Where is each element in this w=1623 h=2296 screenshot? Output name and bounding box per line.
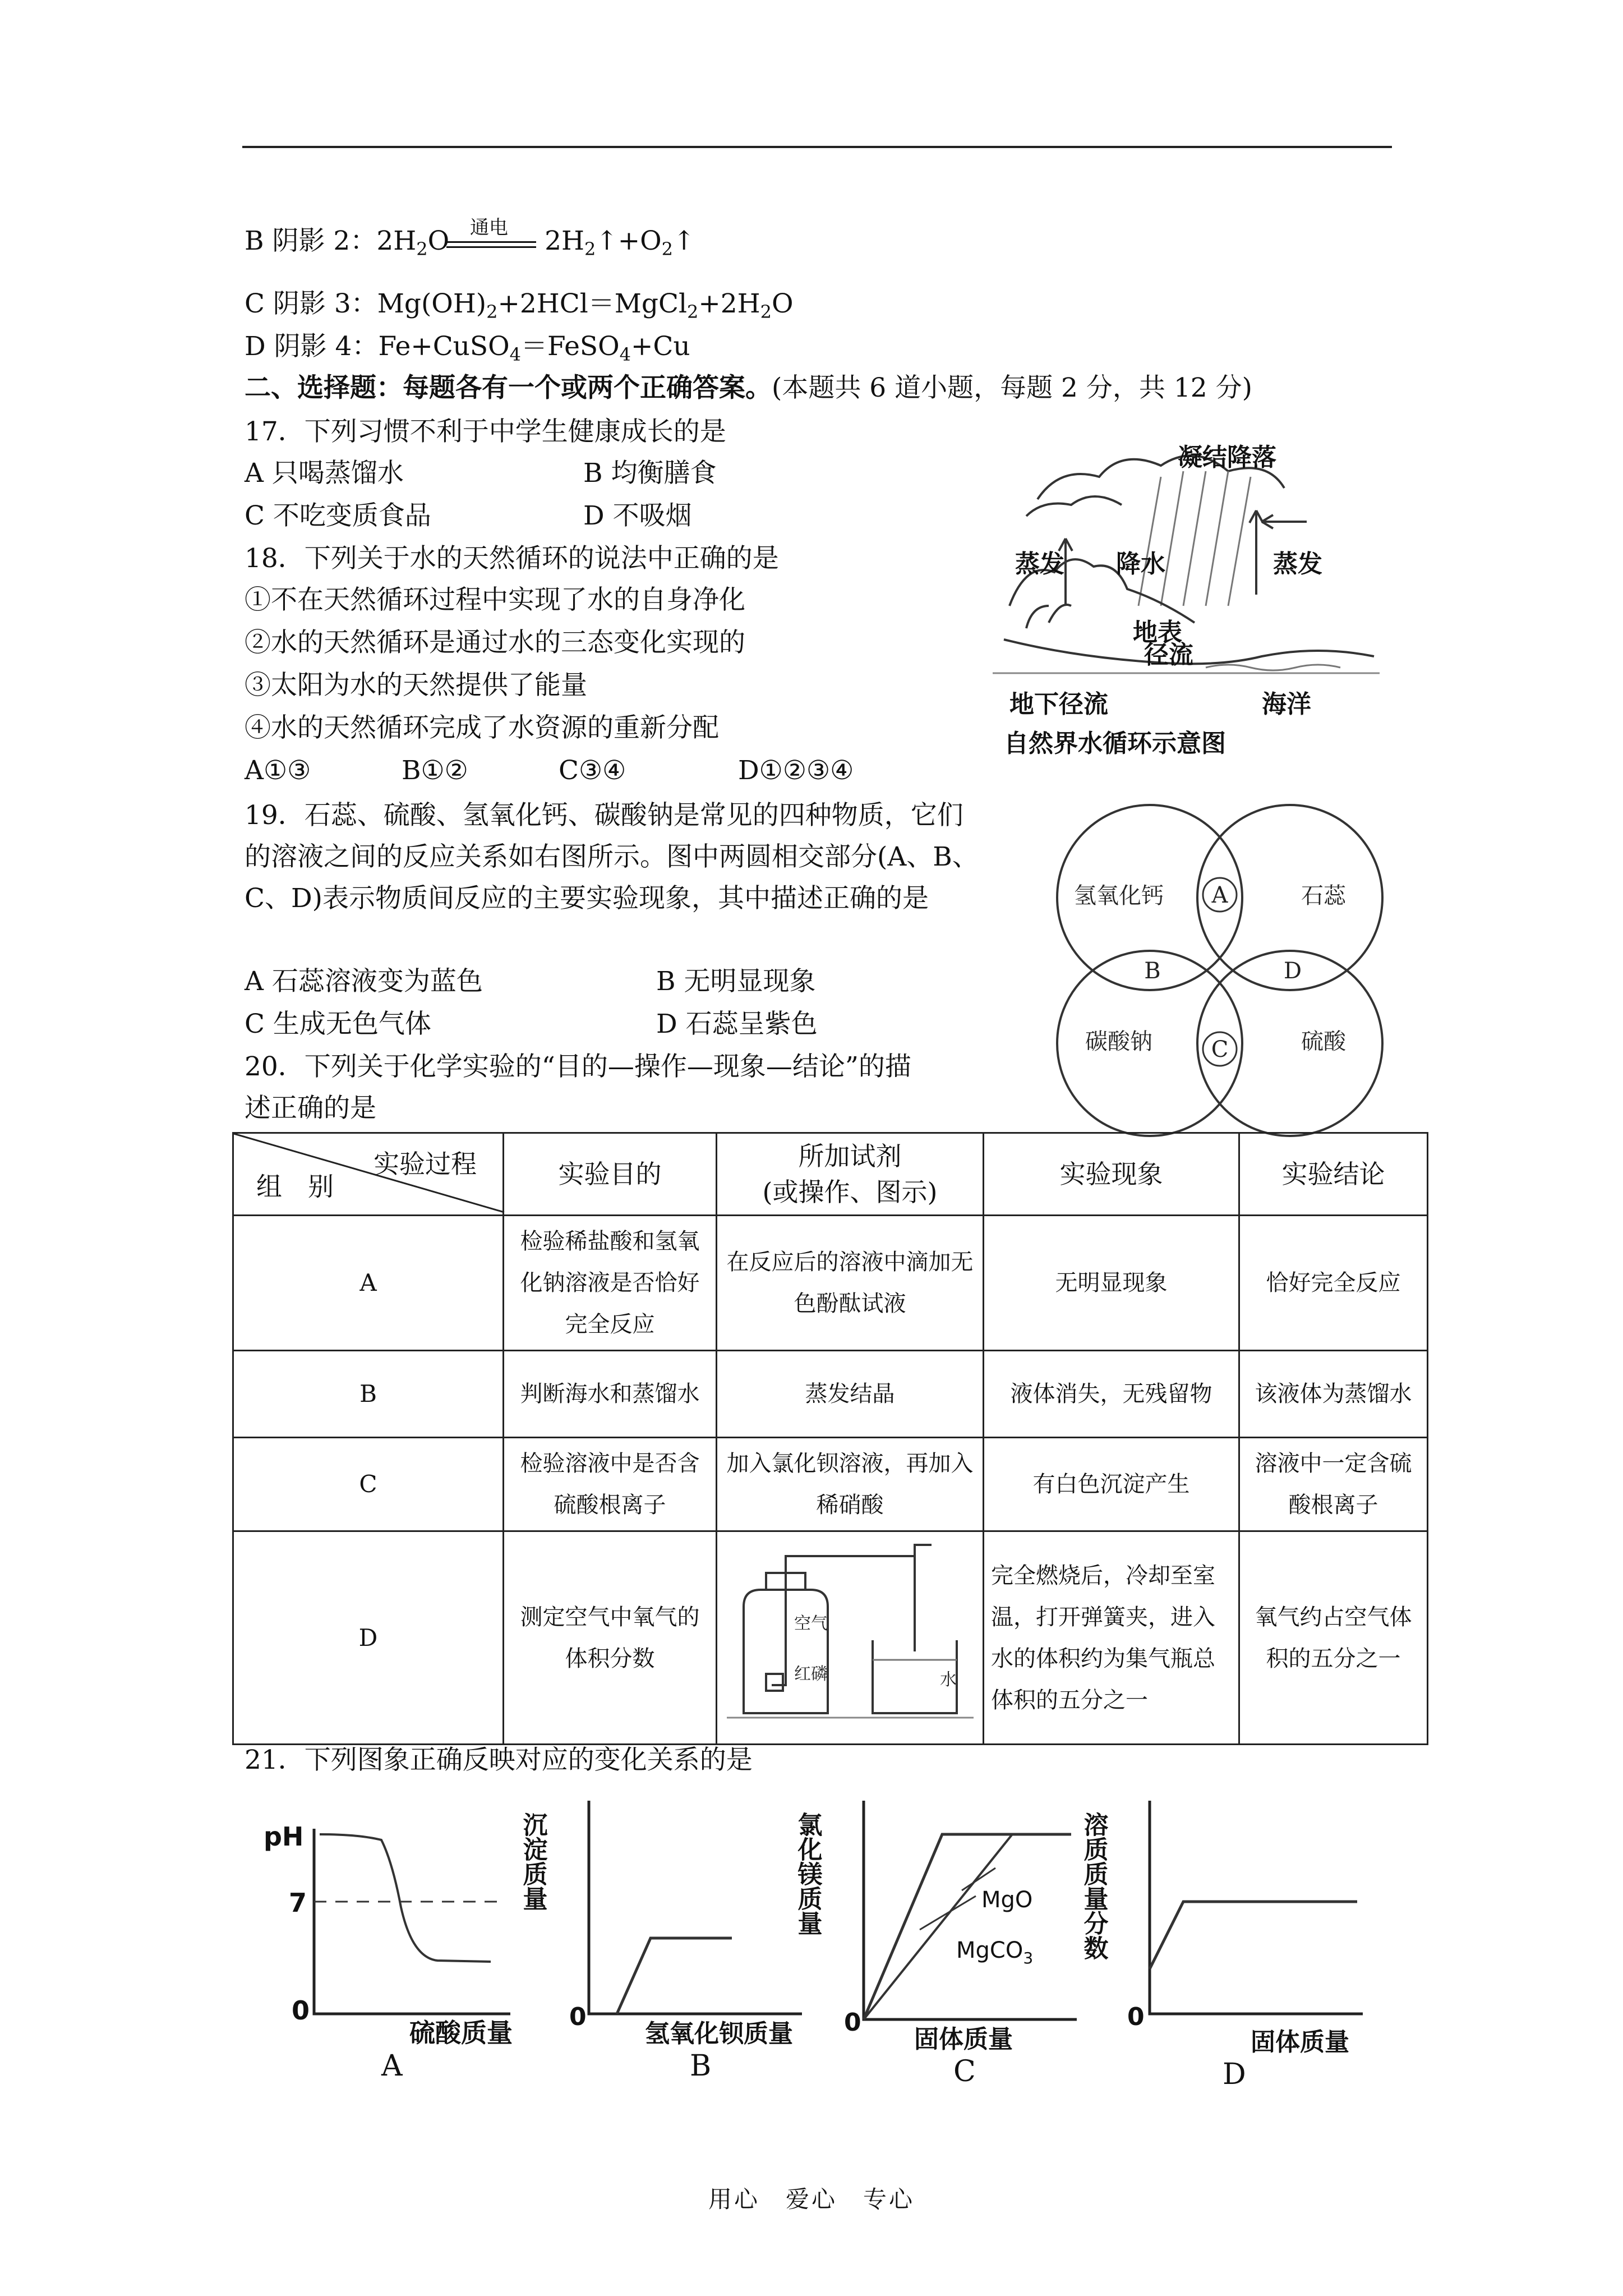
graph-d-letter: D [1223, 2058, 1246, 2091]
graph-c-xlabel: 固体质量 [914, 2025, 1013, 2054]
graph-c-series-mgco3-sub: 3 [1023, 1949, 1034, 1967]
q19-option-a: A 石蕊溶液变为蓝色 [245, 966, 483, 997]
q19-option-d: D 石蕊呈紫色 [656, 1009, 818, 1039]
q17-stem: 17．下列习惯不利于中学生健康成长的是 [245, 416, 726, 447]
graph-a [241, 1795, 533, 2087]
row-conclusion: 氧气约占空气体积的五分之一 [1239, 1531, 1428, 1745]
graph-c-letter: C [953, 2055, 976, 2088]
q19-stem-line1: 19．石蕊、硫酸、氢氧化钙、碳酸钠是常见的四种物质，它们 [245, 800, 963, 831]
graph-b-letter: B [690, 2049, 712, 2083]
graph-c [793, 1778, 1116, 2092]
graph-b-origin: 0 [569, 2003, 587, 2031]
label-surface: 地表 [1133, 618, 1182, 647]
table-header-row [233, 1133, 1428, 1216]
row-phenomenon: 有白色沉淀产生 [984, 1438, 1239, 1531]
label-evap-right: 蒸发 [1273, 550, 1322, 578]
row-conclusion: 溶液中一定含硫酸根离子 [1239, 1438, 1428, 1531]
section-heading: 二、选择题：每题各有一个或两个正确答案。(本题共 6 道小题，每题 2 分，共 12 分) [245, 372, 1252, 403]
row-reagent: 在反应后的溶液中滴加无色酚酞试液 [717, 1216, 984, 1351]
q18-statement-2: ②水的天然循环是通过水的三态变化实现的 [245, 627, 745, 658]
label-ocean: 海洋 [1262, 690, 1311, 719]
graph-d-origin: 0 [1127, 2003, 1145, 2031]
q19-stem-line3: C、D)表示物质间反应的主要实验现象，其中描述正确的是 [245, 883, 929, 914]
table-row [233, 1438, 1428, 1531]
header-conclusion: 实验结论 [1239, 1133, 1428, 1216]
intersection-d: D [1283, 958, 1302, 984]
label-evap-left: 蒸发 [1015, 550, 1064, 578]
graph-d-ylabel: 溶质质量分数 [1079, 1812, 1108, 1960]
intersection-a: A [1211, 882, 1228, 908]
row-purpose: 判断海水和蒸馏水 [504, 1351, 717, 1438]
q18-option-b: B①② [402, 755, 468, 786]
header-group: 组 别 [256, 1171, 334, 1202]
label-condense: 凝结降落 [1178, 443, 1276, 472]
header-purpose: 实验目的 [504, 1133, 717, 1216]
q19-option-b: B 无明显现象 [656, 966, 816, 997]
water-cycle-figure [993, 426, 1380, 763]
q20-stem-line1: 20．下列关于化学实验的“目的—操作—现象—结论”的描 [245, 1051, 911, 1082]
graph-b-ylabel: 沉淀质量 [518, 1812, 547, 1911]
q20-stem-line2: 述正确的是 [245, 1093, 376, 1124]
q17-option-c: C 不吃变质食品 [245, 500, 431, 531]
q19-option-c: C 生成无色气体 [245, 1009, 431, 1039]
graph-a-origin: 0 [292, 1995, 310, 2026]
table-row [233, 1351, 1428, 1438]
header-reagent-line2: (或操作、图示) [762, 1177, 938, 1207]
graph-b-xlabel: 氢氧化钡质量 [645, 2019, 793, 2048]
q18-stem: 18．下列关于水的天然循环的说法中正确的是 [245, 543, 779, 574]
row-phenomenon: 液体消失，无残留物 [984, 1351, 1239, 1438]
graph-c-origin: 0 [844, 2008, 861, 2037]
header-phenomenon: 实验现象 [984, 1133, 1239, 1216]
header-diagonal-cell [233, 1133, 504, 1216]
graph-a-seven: 7 [289, 1888, 307, 1918]
circle-label-sodium-carbonate: 碳酸钠 [1085, 1029, 1152, 1055]
header-rule [242, 146, 1392, 148]
graph-d [1079, 1778, 1408, 2092]
four-circle-figure [1043, 797, 1402, 1156]
oxygen-apparatus-figure [727, 1539, 974, 1724]
q18-statement-4: ④水的天然循环完成了水资源的重新分配 [245, 712, 719, 743]
option-b-electrolysis: B 阴影 2：$2H_2O$ $2H_2↑+O_2↑$ [245, 226, 695, 260]
graph-c-series-mgco3 [956, 1938, 1033, 1967]
table-row [233, 1216, 1428, 1351]
q18-option-c: C③④ [559, 755, 626, 786]
row-group: C [233, 1438, 504, 1531]
row-purpose: 检验稀盐酸和氢氧化钠溶液是否恰好完全反应 [504, 1216, 717, 1351]
q18-statement-1: ①不在天然循环过程中实现了水的自身净化 [245, 585, 745, 615]
label-runoff: 径流 [1144, 641, 1193, 669]
q17-option-d: D 不吸烟 [583, 500, 692, 531]
graph-b [518, 1778, 836, 2092]
row-reagent: 加入氯化钡溶液，再加入稀硝酸 [717, 1438, 984, 1531]
graph-a-letter: A [381, 2049, 403, 2083]
option-c-neutralization: C 阴影 3：$Mg(OH)_2+2HCl=MgCl_2+2H_2O$ [245, 288, 794, 323]
apparatus-label-air: 空气 [794, 1613, 828, 1634]
q19-stem-line2: 的溶液之间的反应关系如右图所示。图中两圆相交部分(A、B、 [245, 841, 979, 872]
circle-label-litmus: 石蕊 [1301, 883, 1346, 909]
row-conclusion: 该液体为蒸馏水 [1239, 1351, 1428, 1438]
row-purpose: 检验溶液中是否含硫酸根离子 [504, 1438, 717, 1531]
header-process: 实验过程 [374, 1149, 477, 1179]
graph-c-series-mgco3-main: MgCO [956, 1938, 1023, 1963]
row-phenomenon: 完全燃烧后，冷却至室温，打开弹簧夹，进入水的体积约为集气瓶总体积的五分之一 [984, 1531, 1239, 1745]
reaction-condition: 通电 [470, 217, 508, 239]
graph-a-ylabel: pH [264, 1821, 304, 1852]
row-group: B [233, 1351, 504, 1438]
experiment-table [232, 1132, 1428, 1745]
graph-c-series-mgo: MgO [981, 1887, 1033, 1913]
graph-d-xlabel: 固体质量 [1251, 2028, 1349, 2056]
q21-stem: 21．下列图象正确反映对应的变化关系的是 [245, 1745, 753, 1775]
apparatus-label-water: 水 [939, 1669, 957, 1690]
apparatus-label-phosphorus: 红磷 [794, 1664, 828, 1684]
graph-c-ylabel: 氯化镁质量 [793, 1812, 822, 1935]
q17-option-a: A 只喝蒸馏水 [245, 458, 404, 489]
q17-option-b: B 均衡膳食 [583, 458, 717, 489]
page-footer: 用心 爱心 专心 [708, 2185, 915, 2213]
header-reagent [717, 1133, 984, 1216]
row-group: D [233, 1531, 504, 1745]
equals-sign [446, 241, 536, 248]
q18-option-a: A①③ [245, 755, 311, 786]
option-d-displacement: D 阴影 4：Fe+CuSO$_4$＝FeSO$_4$+Cu [245, 331, 690, 365]
figure-caption: 自然界水循环示意图 [1004, 729, 1226, 758]
label-rain: 降水 [1116, 550, 1165, 578]
row-conclusion: 恰好完全反应 [1239, 1216, 1428, 1351]
row-phenomenon: 无明显现象 [984, 1216, 1239, 1351]
intersection-c: C [1211, 1037, 1229, 1062]
q18-option-d: D①②③④ [738, 755, 854, 786]
circle-label-sulfuric-acid: 硫酸 [1301, 1029, 1346, 1055]
row-group: A [233, 1216, 504, 1351]
label-underground: 地下径流 [1009, 690, 1108, 719]
row-purpose: 测定空气中氧气的体积分数 [504, 1531, 717, 1745]
graph-a-xlabel: 硫酸质量 [409, 2018, 513, 2048]
intersection-b: B [1144, 958, 1161, 984]
row-reagent: 蒸发结晶 [717, 1351, 984, 1438]
header-reagent-line1: 所加试剂 [798, 1141, 902, 1171]
apparatus-cell [717, 1531, 984, 1745]
circle-label-calcium-hydroxide: 氢氧化钙 [1074, 883, 1164, 909]
table-row [233, 1531, 1428, 1745]
q18-statement-3: ③太阳为水的天然提供了能量 [245, 670, 587, 701]
